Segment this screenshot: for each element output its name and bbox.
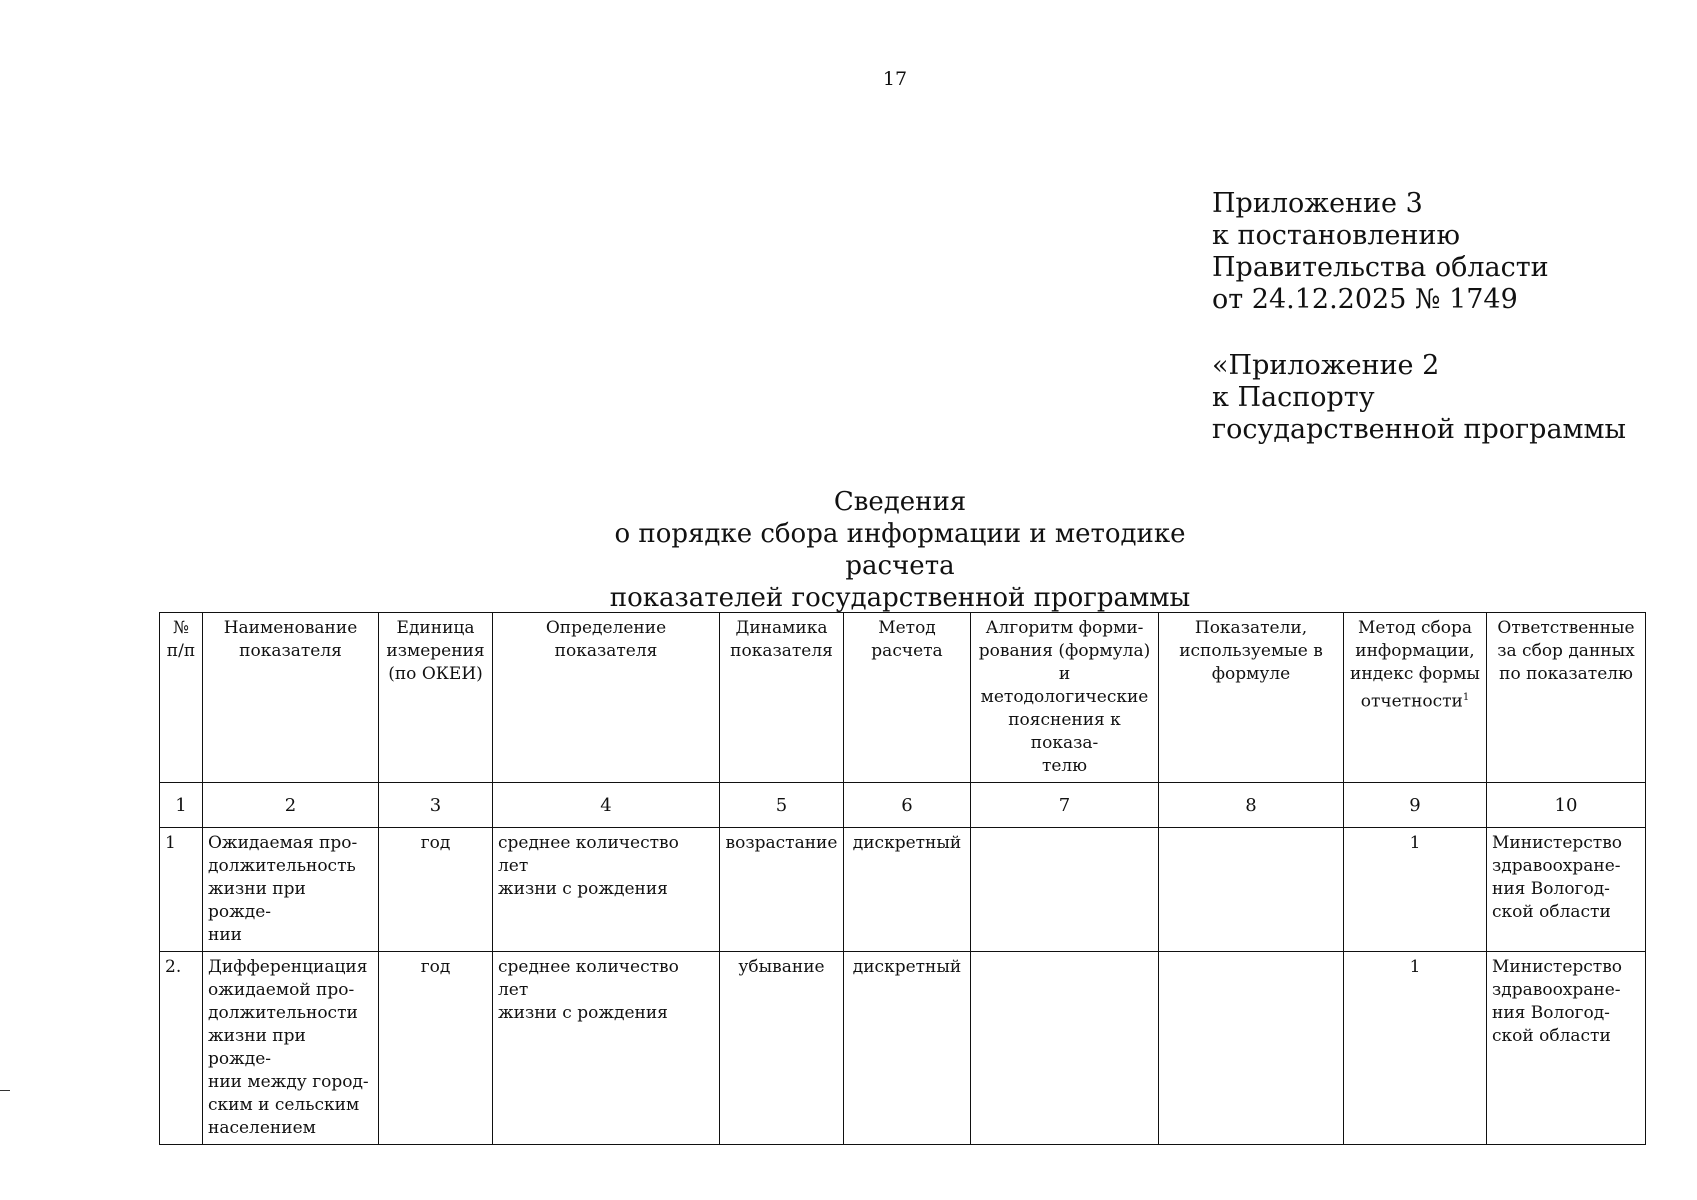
cell-text: ния Вологод- [1492,879,1610,899]
quoted-appendix-line: «Приложение 2 [1212,350,1440,381]
unit: год [379,952,493,1145]
document-title [560,486,1240,614]
cell-text: здравоохране- [1492,856,1621,876]
header-text: Единица [396,618,475,638]
page-number: 17 [882,68,908,90]
column-number: 7 [971,783,1159,828]
column-number: 5 [720,783,844,828]
column-number: 8 [1159,783,1344,828]
calc-method: дискретный [844,952,971,1145]
appendix-spacer [1212,316,1626,350]
cell-text: жизни при рожде- [208,879,306,922]
collection-method: 1 [1344,828,1487,952]
header-text: Наименование [223,618,358,638]
header-text: Алгоритм форми- [985,618,1144,638]
cell-text: жизни с рождения [498,1003,668,1023]
appendix-note [1212,188,1626,446]
cell-text: жизни с рождения [498,879,668,899]
column-number: 9 [1344,783,1487,828]
cell-text: ожидаемой про- [208,980,355,1000]
title-line: Сведения [833,487,967,517]
definition [493,828,720,952]
header-cell-unit [379,613,493,783]
cell-text: Министерство [1492,957,1622,977]
definition [493,952,720,1145]
header-text: Показатели, [1194,618,1308,638]
header-text: Метод сбора [1358,618,1472,638]
header-row [160,613,1646,783]
header-text: пояснения к показа- [1008,710,1121,753]
algorithm [971,828,1159,952]
appendix-line: к постановлению [1212,220,1460,251]
cell-text: нии между город- [208,1072,369,1092]
header-text: (по ОКЕИ) [388,664,483,684]
header-cell-collection-method [1344,613,1487,783]
cell-text: ской области [1492,1026,1611,1046]
formula-indicators [1159,828,1344,952]
footnote-marker: 1 [1462,692,1470,703]
column-number: 4 [493,783,720,828]
column-number: 6 [844,783,971,828]
collection-method: 1 [1344,952,1487,1145]
header-text: за сбор данных [1497,641,1635,661]
title-line: о порядке сбора информации и методике расчета [614,519,1186,581]
header-text: Динамика [735,618,828,638]
margin-mark [0,1090,10,1091]
header-cell-dynamics [720,613,844,783]
header-text: индекс формы [1350,664,1480,684]
header-text: расчета [871,641,943,661]
header-cell-algorithm [971,613,1159,783]
header-cell-definition [493,613,720,783]
cell-text: жизни при рожде- [208,1026,306,1069]
header-text-with-footnote [1349,686,1481,714]
header-cell-name [203,613,379,783]
header-text: показателя [730,641,833,661]
header-text: отчетности [1360,691,1463,712]
row-number: 1 [160,828,203,952]
header-text: по показателю [1499,664,1633,684]
cell-text: ским и сельским [208,1095,360,1115]
indicator-name [203,828,379,952]
column-number: 1 [160,783,203,828]
header-cell-number [160,613,203,783]
column-number: 3 [379,783,493,828]
header-text: телю [1041,756,1088,776]
header-text: и методологические [980,664,1149,707]
cell-text: Ожидаемая про- [208,833,358,853]
cell-text: ской области [1492,902,1611,922]
indicator-name [203,952,379,1145]
row-number: 2. [160,952,203,1145]
unit: год [379,828,493,952]
column-number: 10 [1487,783,1646,828]
formula-indicators [1159,952,1344,1145]
header-text: информации, [1355,641,1475,661]
dynamics: убывание [720,952,844,1145]
cell-text: населением [208,1118,316,1138]
cell-text: нии [208,925,242,945]
table-row [160,952,1646,1145]
header-text: Метод [878,618,936,638]
header-cell-method [844,613,971,783]
cell-text: Министерство [1492,833,1622,853]
header-text: показателя [239,641,342,661]
cell-text: ния Вологод- [1492,1003,1610,1023]
header-cell-indicators [1159,613,1344,783]
cell-text: должительности [208,1003,358,1023]
header-text: измерения [386,641,485,661]
table-row [160,828,1646,952]
algorithm [971,952,1159,1145]
cell-text: среднее количество лет [498,833,679,876]
header-cell-responsible [1487,613,1646,783]
responsible [1487,952,1646,1145]
header-text: Определение показателя [545,618,667,661]
cell-text: Дифференциация [208,957,368,977]
header-text: п/п [166,641,196,661]
appendix-line: от 24.12.2025 № 1749 [1212,284,1518,315]
header-text: Ответственные [1497,618,1635,638]
title-line: показателей государственной программы [609,583,1191,613]
cell-text: среднее количество лет [498,957,679,1000]
header-text: используемые в [1179,641,1323,661]
dynamics: возрастание [720,828,844,952]
quoted-appendix-line: к Паспорту [1212,382,1375,413]
indicators-table [159,612,1646,1145]
calc-method: дискретный [844,828,971,952]
header-text: формуле [1211,664,1291,684]
cell-text: здравоохране- [1492,980,1621,1000]
column-number: 2 [203,783,379,828]
appendix-line: Правительства области [1212,252,1549,283]
cell-text: должительность [208,856,356,876]
column-numbers-row [160,783,1646,828]
header-text: рования (формула) [978,641,1151,661]
responsible [1487,828,1646,952]
appendix-line: Приложение 3 [1212,188,1423,219]
header-text: № [172,618,190,638]
quoted-appendix-line: государственной программы [1212,414,1627,445]
